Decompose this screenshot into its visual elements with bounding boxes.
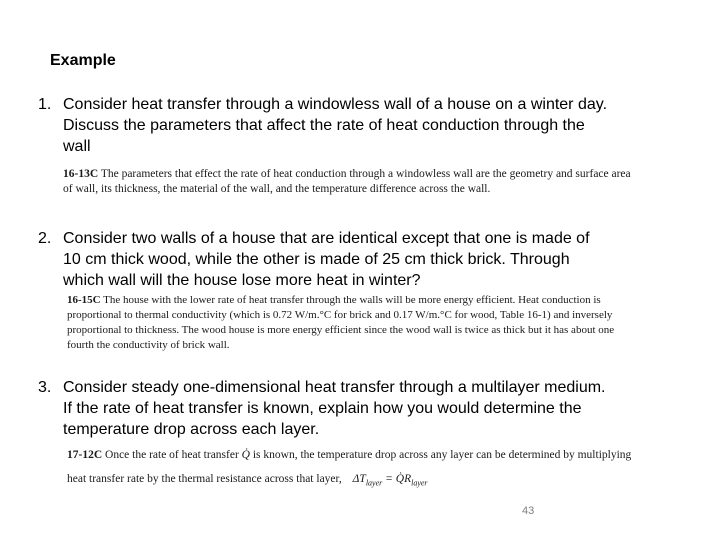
answer-text: The house with the lower rate of heat transfer through the walls will be more energy efficient. Heat conduction is <box>103 294 601 306</box>
temperature-drop-equation <box>352 473 428 488</box>
answer-text: The parameters that effect the rate of heat conduction through a windowless wall are the geometry and surface area <box>100 168 631 180</box>
question-2 <box>38 228 678 291</box>
answer-line <box>67 448 631 463</box>
answer-reference: 17-12C <box>67 449 103 461</box>
question-text-line: Consider two walls of a house that are identical except that one is made of <box>63 230 590 247</box>
question-number: 1. <box>38 96 52 113</box>
answer-text: fourth the conductivity of brick wall. <box>67 339 230 351</box>
answer-text: is known, the temperature drop across any layer can be determined by multiplying <box>252 449 632 461</box>
question-text-line: Consider steady one-dimensional heat transfer through a multilayer medium. <box>63 379 606 396</box>
answer-2 <box>67 293 614 353</box>
question-text-line: Consider heat transfer through a windowless wall of a house on a winter day. <box>63 96 608 113</box>
answer-line <box>67 472 631 490</box>
equation-rhs-subscript: layer <box>411 478 428 488</box>
question-text-line: Discuss the parameters that affect the rate of heat conduction through the <box>63 117 585 134</box>
equation-rhs: Q̇R <box>395 473 412 485</box>
answer-text: heat transfer rate by the thermal resistance across that layer, <box>67 473 342 485</box>
heat-rate-symbol: Q̇ <box>241 449 250 461</box>
answer-text: proportional to thickness. The wood house is more energy efficient since the wood wall is twice as thick but it has about one <box>67 324 615 336</box>
question-text-line: 10 cm thick wood, while the other is made of 25 cm thick brick. Through <box>63 251 570 268</box>
question-1 <box>38 94 678 157</box>
page-number: 43 <box>522 505 535 517</box>
question-text-line: which wall will the house lose more heat in winter? <box>63 272 421 289</box>
question-text-line: wall <box>63 138 91 155</box>
answer-text: of wall, its thickness, the material of the wall, and the temperature difference across the wall. <box>63 183 491 195</box>
answer-1 <box>63 167 631 197</box>
equation-lhs: ΔT <box>352 473 366 485</box>
answer-line <box>63 167 631 182</box>
question-number: 3. <box>38 379 52 396</box>
answer-3 <box>67 448 631 490</box>
answer-text: Once the rate of heat transfer <box>105 449 239 461</box>
answer-reference: 16-13C <box>63 168 99 180</box>
equation-lhs-subscript: layer <box>365 478 383 488</box>
answer-text: proportional to thermal conductivity (which is 0.72 W/m.°C for brick and 0.17 W/m.°C for wood, Table 16-1) and inversely <box>67 309 613 321</box>
answer-line <box>67 293 614 308</box>
question-number: 2. <box>38 230 52 247</box>
question-text-line: If the rate of heat transfer is known, explain how you would determine the <box>63 400 582 417</box>
example-heading: Example <box>50 52 116 69</box>
question-text-line: temperature drop across each layer. <box>63 421 320 438</box>
equation-operator: = <box>385 473 396 485</box>
answer-reference: 16-15C <box>67 294 101 306</box>
question-3 <box>38 377 678 440</box>
